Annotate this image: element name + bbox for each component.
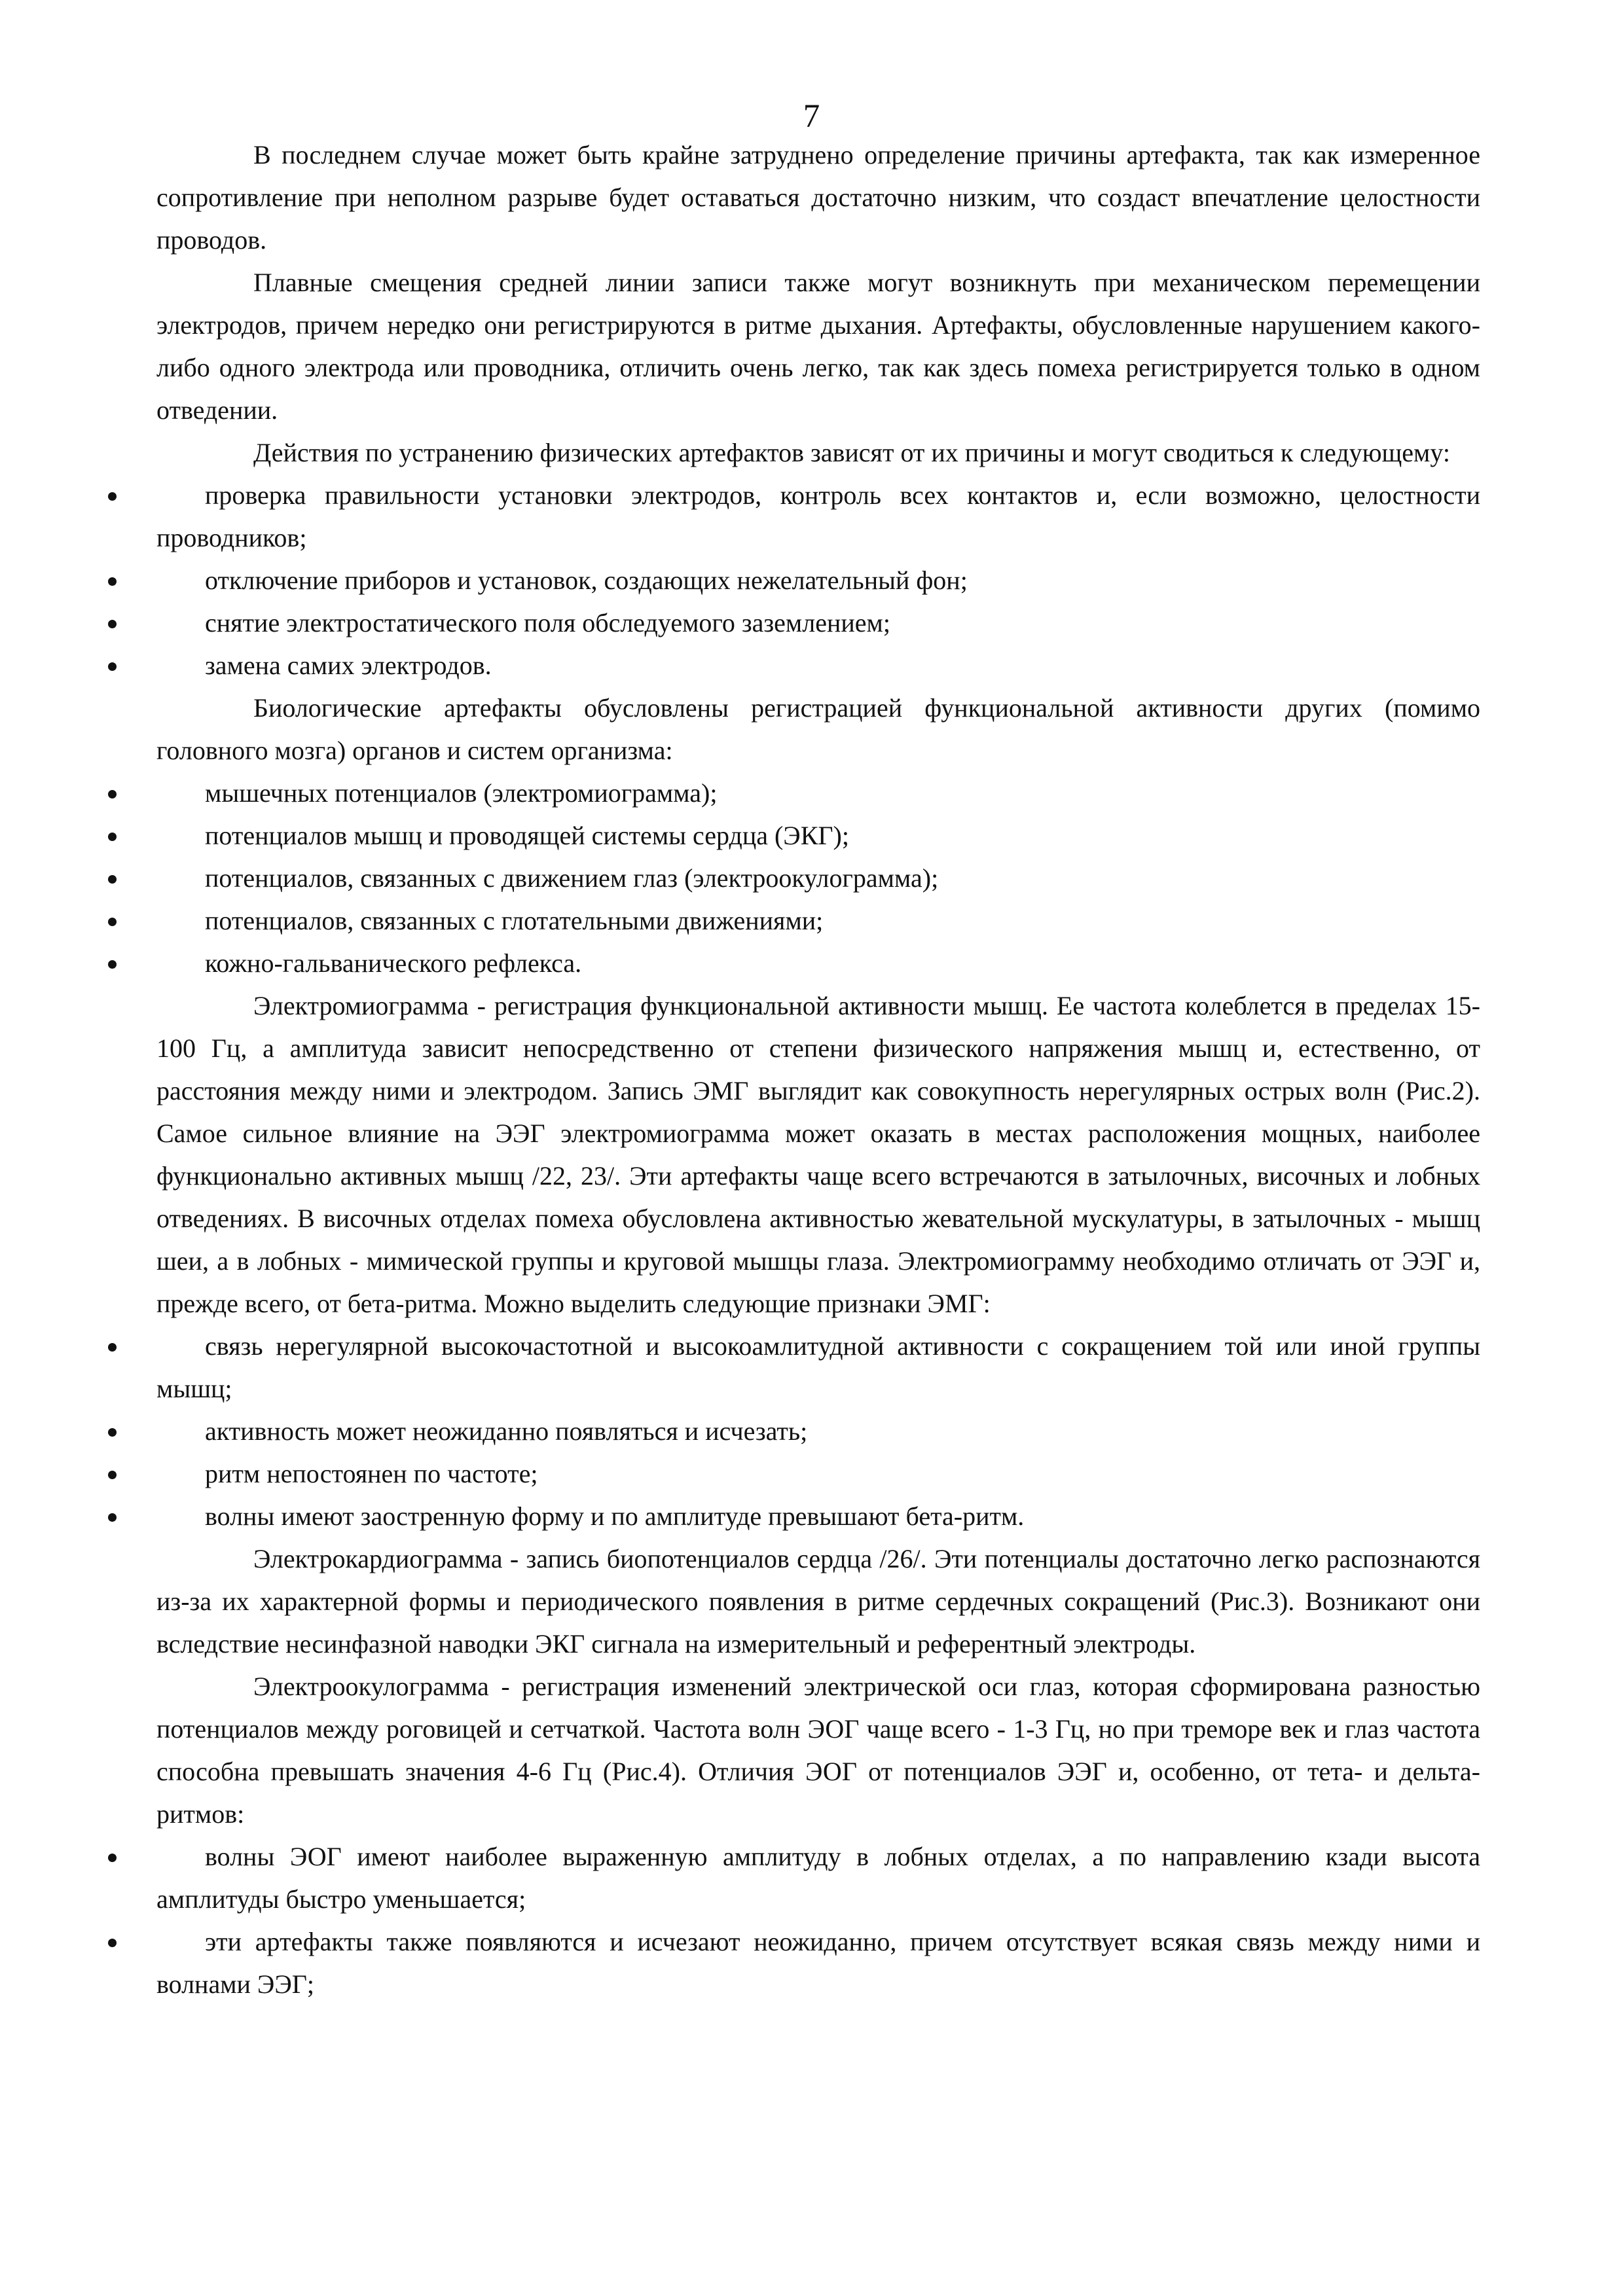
list-item xyxy=(156,1920,1480,2005)
list-item xyxy=(156,601,1480,644)
list-item-text: кожно-гальванического рефлекса. xyxy=(205,948,582,978)
list-item xyxy=(156,644,1480,687)
paragraph: Электромиограмма - регистрация функциональной активности мышц. Ее частота колеблется в пределах 15-100 Гц, а амплитуда зависит непосредственно от степени физического напряжения мышц и, естественно, от расстояния между ними и электродом. Запись ЭМГ выглядит как совокупность нерегулярных острых волн (Рис.2). Самое сильное влияние на ЭЭГ электромиограмма может оказать в местах расположения мощных, наиболее функционально активных мышц /22, 23/. Эти артефакты чаще всего встречаются в затылочных, височных и лобных отведениях. В височных отделах помеха обусловлена активностью жевательной мускулатуры, в затылочных - мышц шеи, а в лобных - мимической группы и круговой мышцы глаза. Электромиограмму необходимо отличать от ЭЭГ и, прежде всего, от бета-ритма. Можно выделить следующие признаки ЭМГ: xyxy=(156,991,1480,1318)
list-item-text: потенциалов, связанных с движением глаз (электроокулограмма); xyxy=(205,863,939,893)
bullet-icon xyxy=(108,1513,117,1522)
list-item-text: проверка правильности установки электродов, контроль всех контактов и, если возможно, целостности проводников; xyxy=(156,480,1480,552)
bullet-icon xyxy=(108,833,117,841)
paragraph: Действия по устранению физических артефактов зависят от их причины и могут сводиться к следующему: xyxy=(253,438,1450,467)
bullet-icon xyxy=(108,492,117,501)
list-item-text: волны имеют заостренную форму и по амплитуде превышают бета-ритм. xyxy=(205,1501,1025,1531)
list-item xyxy=(156,1410,1480,1452)
document-body xyxy=(156,134,1480,2005)
list-item-text: связь нерегулярной высокочастотной и высокоамлитудной активности с сокращением той или иной группы мышц; xyxy=(156,1331,1480,1403)
bullet-icon xyxy=(108,1471,117,1479)
list-item xyxy=(156,1835,1480,1920)
list-item-text: активность может неожиданно появляться и исчезать; xyxy=(205,1416,808,1446)
list-item-text: отключение приборов и установок, создающих нежелательный фон; xyxy=(205,565,968,595)
list-item xyxy=(156,1452,1480,1495)
list-item-text: мышечных потенциалов (электромиограмма); xyxy=(205,778,718,808)
bullet-icon xyxy=(108,960,117,969)
list-item xyxy=(156,1325,1480,1410)
list-item-text: эти артефакты также появляются и исчезают неожиданно, причем отсутствует всякая связь между ними и волнами ЭЭГ; xyxy=(156,1927,1480,1999)
paragraph: В последнем случае может быть крайне затруднено определение причины артефакта, так как измеренное сопротивление при неполном разрыве будет оставаться достаточно низким, что создаст впечатление целостности проводов. xyxy=(156,140,1480,255)
list-item-text: потенциалов мышц и проводящей системы сердца (ЭКГ); xyxy=(205,821,849,850)
bullet-icon xyxy=(108,790,117,798)
bullet-icon xyxy=(108,662,117,671)
list-item xyxy=(156,474,1480,559)
list-item-text: волны ЭОГ имеют наиболее выраженную амплитуду в лобных отделах, а по направлению кзади высота амплитуды быстро уменьшается; xyxy=(156,1842,1480,1914)
list-item xyxy=(156,772,1480,814)
bullet-icon xyxy=(108,577,117,586)
bullet-icon xyxy=(108,1854,117,1862)
list-item-text: потенциалов, связанных с глотательными движениями; xyxy=(205,906,824,935)
list-item xyxy=(156,899,1480,942)
bullet-icon xyxy=(108,1343,117,1352)
list-item xyxy=(156,1495,1480,1537)
bullet-icon xyxy=(108,620,117,628)
paragraph: Электрокардиограмма - запись биопотенциалов сердца /26/. Эти потенциалы достаточно легко распознаются из-за их характерной формы и периодического появления в ритме сердечных сокращений (Рис.3). Возникают они вследствие несинфазной наводки ЭКГ сигнала на измерительный и референтный электроды. xyxy=(156,1544,1480,1659)
page-number: 7 xyxy=(803,98,820,135)
bullet-icon xyxy=(108,1428,117,1437)
bullet-list xyxy=(156,1325,1480,1537)
paragraph: Биологические артефакты обусловлены регистрацией функциональной активности других (помимо головного мозга) органов и систем организма: xyxy=(156,693,1480,765)
bullet-list xyxy=(156,474,1480,687)
bullet-icon xyxy=(108,875,117,884)
bullet-list xyxy=(156,772,1480,984)
list-item-text: замена самих электродов. xyxy=(205,651,492,680)
list-item xyxy=(156,559,1480,601)
bullet-icon xyxy=(108,1939,117,1947)
paragraph: Плавные смещения средней линии записи также могут возникнуть при механическом перемещении электродов, причем нередко они регистрируются в ритме дыхания. Артефакты, обусловленные нарушением какого-либо одного электрода или проводника, отличить очень легко, так как здесь помеха регистрируется только в одном отведении. xyxy=(156,268,1480,425)
bullet-icon xyxy=(108,918,117,926)
list-item-text: снятие электростатического поля обследуемого заземлением; xyxy=(205,608,890,637)
list-item xyxy=(156,942,1480,984)
bullet-list xyxy=(156,1835,1480,2005)
list-item-text: ритм непостоянен по частоте; xyxy=(205,1459,538,1488)
paragraph: Электроокулограмма - регистрация изменений электрической оси глаз, которая сформирована разностью потенциалов между роговицей и сетчаткой. Частота волн ЭОГ чаще всего - 1-3 Гц, но при треморе век и глаз частота способна превышать значения 4-6 Гц (Рис.4). Отличия ЭОГ от потенциалов ЭЭГ и, особенно, от тета- и дельта-ритмов: xyxy=(156,1672,1480,1829)
list-item xyxy=(156,814,1480,857)
list-item xyxy=(156,857,1480,899)
